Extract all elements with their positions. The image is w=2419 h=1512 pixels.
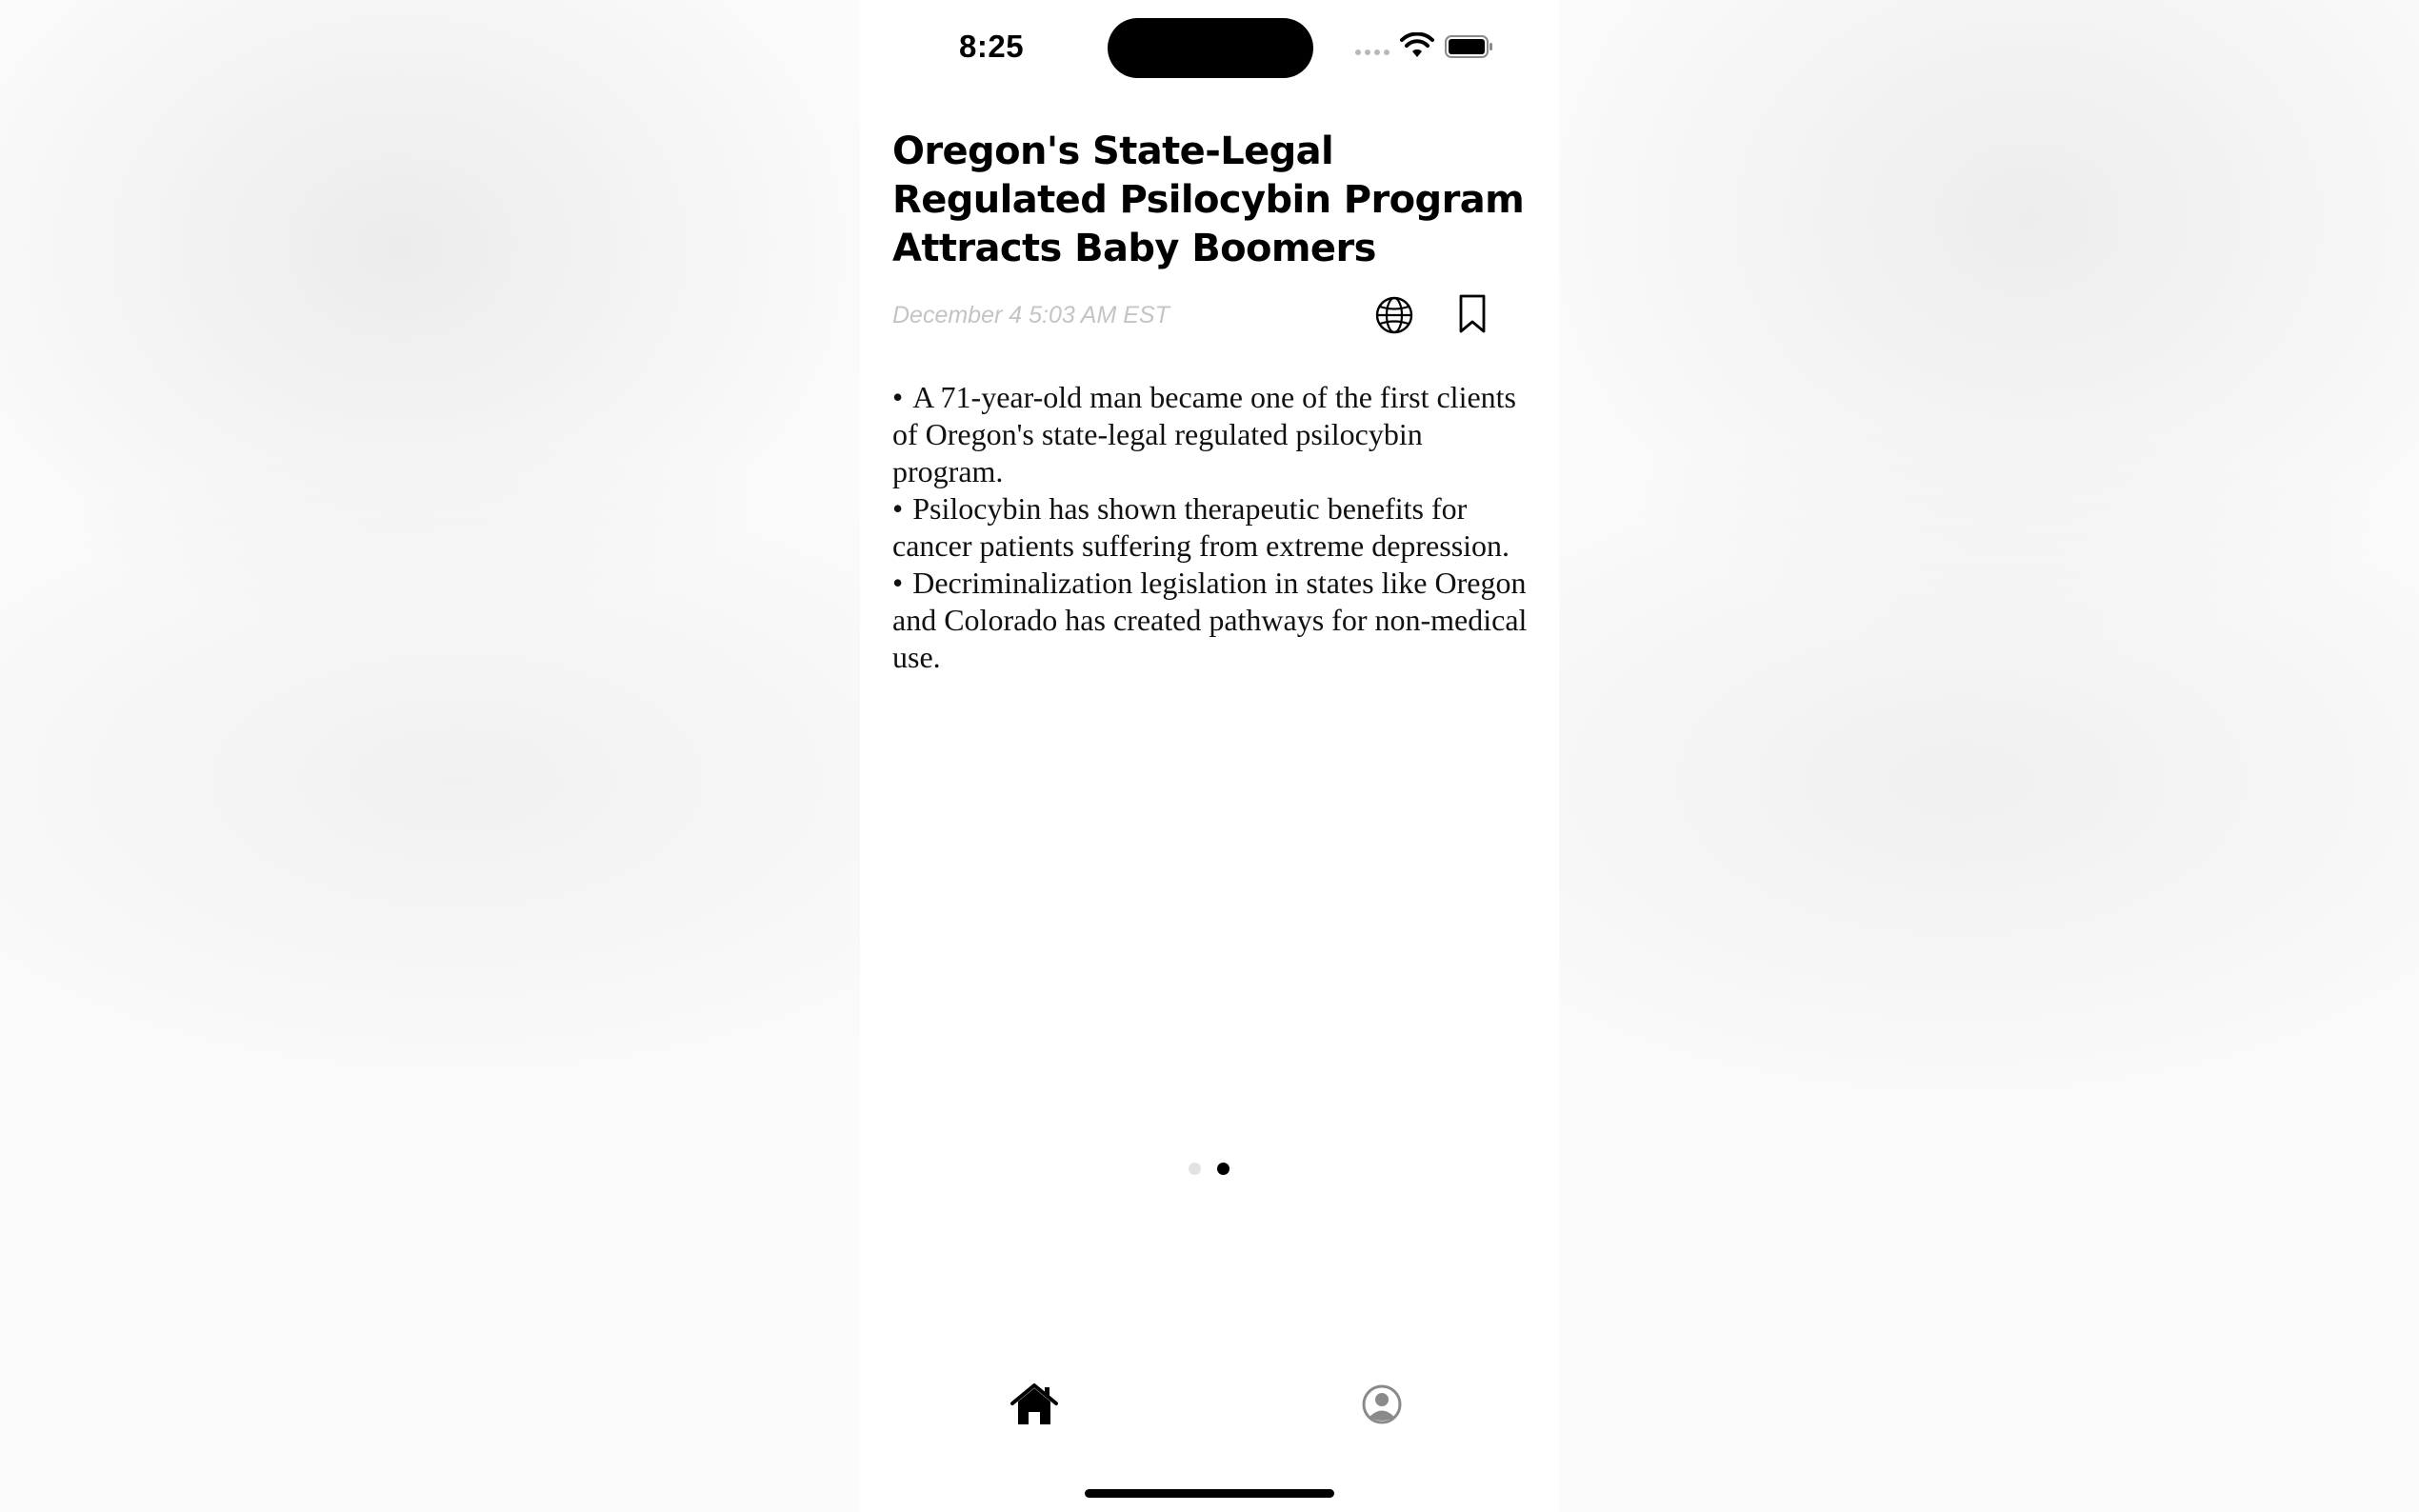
summary-bullet: • Decriminalization legislation in states like Oregon and Colorado has created pathways for non-medical use.	[892, 566, 1528, 674]
battery-icon	[1445, 34, 1494, 59]
status-bar	[860, 0, 1559, 95]
globe-icon	[1373, 294, 1415, 336]
summary-bullet: • Psilocybin has shown therapeutic benefits for cancer patients suffering from extreme depression.	[892, 491, 1510, 563]
profile-icon	[1361, 1383, 1403, 1425]
article-timestamp: December 4 5:03 AM EST	[892, 302, 1170, 328]
article-summary-list	[892, 379, 1540, 676]
open-in-browser-button[interactable]	[1373, 294, 1415, 336]
tab-home[interactable]	[1010, 1383, 1058, 1428]
bookmark-icon	[1456, 293, 1489, 335]
page-dot-2[interactable]	[1217, 1163, 1229, 1175]
tab-bar	[860, 1371, 1559, 1447]
home-indicator	[1085, 1489, 1334, 1498]
cellular-signal-icon	[1355, 50, 1393, 57]
article-headline: Oregon's State-Legal Regulated Psilocybin Program Attracts Baby Boomers	[892, 129, 1525, 270]
status-time: 8:25	[959, 29, 1025, 64]
summary-bullet: • A 71-year-old man became one of the first clients of Oregon's state-legal regulated psilocybin program.	[892, 380, 1516, 488]
tab-profile[interactable]	[1361, 1383, 1403, 1425]
page-indicator[interactable]	[1189, 1163, 1236, 1176]
home-icon	[1010, 1383, 1058, 1428]
article-meta-row	[892, 290, 1511, 340]
wifi-icon	[1400, 32, 1434, 59]
dynamic-island	[1108, 18, 1313, 78]
bookmark-button[interactable]	[1456, 293, 1489, 335]
page-dot-1[interactable]	[1189, 1163, 1201, 1175]
phone-screen	[860, 0, 1559, 1512]
